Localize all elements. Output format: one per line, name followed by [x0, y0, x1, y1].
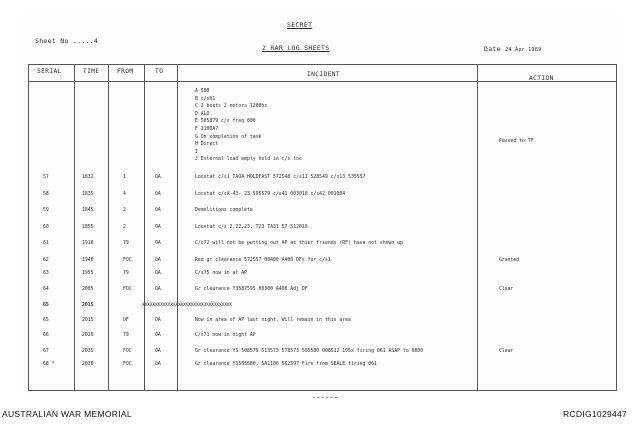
cell-from: FOC	[123, 287, 132, 292]
cell-time: 1910	[82, 241, 94, 246]
cell-time: 1940	[82, 258, 94, 263]
cell-serial: 61	[43, 241, 49, 246]
cell-serial: 68 *	[43, 362, 55, 367]
legend-line: C 2 boats 2 motors 1200hs	[195, 104, 268, 110]
date-label: Date	[484, 45, 501, 53]
sheet-number	[35, 37, 98, 45]
cell-serial: 65	[43, 318, 49, 323]
cell-from: FOC	[123, 258, 132, 263]
cell-time: 2015	[82, 318, 94, 323]
cell-time: 1832	[82, 175, 94, 180]
col-incident: INCIDENT	[307, 71, 341, 78]
col-serial: SERIAL	[37, 68, 62, 75]
log-table	[28, 64, 617, 391]
cell-serial: 60	[43, 225, 49, 230]
legend-line: G On completion of task	[195, 134, 262, 140]
legend-line: A 500	[195, 89, 210, 94]
cell-action: Clear	[499, 349, 514, 354]
log-title: 2 RAR LOG SHEETS	[262, 44, 330, 52]
cell-to: OA	[155, 349, 161, 354]
cell-serial: 64	[43, 287, 49, 292]
cell-from: 79	[123, 333, 129, 338]
cell-to: OA	[155, 192, 161, 197]
footer-right: RCDIG1029447	[563, 409, 628, 419]
cell-to: OA	[155, 175, 161, 180]
legend-line: H Direct	[195, 142, 219, 148]
cell-to: OA	[155, 241, 161, 246]
cell-from: 2	[123, 225, 126, 230]
cell-to: OA	[155, 318, 161, 323]
cell-to: OA	[155, 362, 161, 367]
col-action: ACTION	[529, 75, 554, 82]
cell-to: OA	[155, 271, 161, 276]
cell-from: FOC	[123, 362, 132, 367]
footer-left: AUSTRALIAN WAR MEMORIAL	[2, 409, 132, 419]
col-to: TO	[155, 68, 164, 75]
cell-serial: 66	[43, 333, 49, 338]
cell-time: 2030	[82, 362, 94, 367]
legend-line: E 505879 c/s freq 800	[195, 119, 256, 125]
cell-to: OA	[155, 287, 161, 292]
col-time: TIME	[83, 68, 100, 75]
legend-line: D ALO	[195, 111, 210, 117]
legend-action: Passed to TF	[499, 139, 534, 144]
cell-time: 1835	[82, 192, 94, 197]
col-from: FROM	[117, 68, 134, 75]
legend-line: F 1100A7	[195, 127, 219, 132]
cell-action: Granted	[499, 258, 520, 263]
cell-time: 2005	[82, 287, 94, 292]
classification-top: SECRET	[287, 21, 313, 29]
cell-action: Clear	[499, 287, 514, 292]
log-sheet	[22, 14, 620, 394]
cell-time: 1855	[82, 225, 94, 230]
cell-time: 2020	[82, 333, 94, 338]
cell-serial: 67	[43, 349, 49, 354]
cell-incident: C/s71 now in night AP	[195, 333, 256, 338]
cell-from: 79	[123, 241, 129, 246]
cell-incident: Gr clearance YS 508579 513573 578573 505580 008512 105x firing 061 ASAP to 0800	[195, 349, 424, 354]
cell-serial: 62	[43, 258, 49, 263]
cell-from: 1	[123, 175, 126, 180]
cell-from: 2	[123, 208, 126, 213]
cell-incident: Gr clearance YS505580, 5A1106 562597 Fire from SEALE firing 061	[195, 362, 377, 367]
date-block	[484, 45, 542, 53]
legend-line: I	[195, 149, 198, 155]
cell-serial: 63	[43, 271, 49, 276]
sheet-value: 4	[94, 37, 99, 45]
cell-incident: C/s72 will not be putting out AP as thier friends (RF) have not shown up	[195, 241, 403, 246]
cell-incident: Locstat c/s1 TAOA HOLDFAST 572548 c/s11 528549 c/s13 535557	[195, 175, 366, 180]
cell-incident: Req gr clearance 572557 00400 A400 DFs for c/s1	[195, 258, 331, 263]
cell-from: 4	[123, 192, 126, 197]
struck-entry: XXXXXXXXXXXXXXXXXXXXXXXXXXXXXXXXXXX	[142, 303, 232, 308]
cell-time: 2035	[82, 349, 94, 354]
legend-line: J External load empty hold in c/s loc	[195, 157, 302, 163]
cell-incident: Locstat c/sA-43- 23 595579 c/s41 003010 c/s42 001004	[195, 192, 346, 197]
cell-time: 1955	[82, 271, 94, 276]
cell-from: OF	[123, 318, 129, 323]
cell-incident: Demolitions complete	[195, 208, 253, 213]
cell-to: OA	[155, 225, 161, 230]
cell-from: FOC	[123, 349, 132, 354]
cell-incident: C/s75 now in at AP	[195, 271, 247, 276]
cell-from: 79	[123, 271, 129, 276]
cell-serial: 57	[43, 175, 49, 180]
date-value: 24 Apr 1969	[505, 47, 542, 53]
cell-incident: Gr clearance Y3587595 00300 A400 Adj DF	[195, 287, 308, 292]
sheet-label: Sheet No .....	[35, 37, 94, 45]
cell-to: OA	[155, 258, 161, 263]
legend-line: B c/s61	[195, 96, 216, 102]
cell-incident: Now in area of AP last night. Will remain in this area	[195, 318, 351, 323]
cell-incident: Locstat c/s 2,22,23, T23 TA31 57 512010	[195, 225, 308, 230]
cell-to: OA	[155, 333, 161, 338]
cell-serial: 59	[43, 208, 49, 213]
cell-time: 1845	[82, 208, 94, 213]
cell-time: 2015	[82, 303, 94, 308]
cell-to: OA	[155, 208, 161, 213]
cell-serial: 65	[43, 303, 49, 308]
cell-serial: 58	[43, 192, 49, 197]
